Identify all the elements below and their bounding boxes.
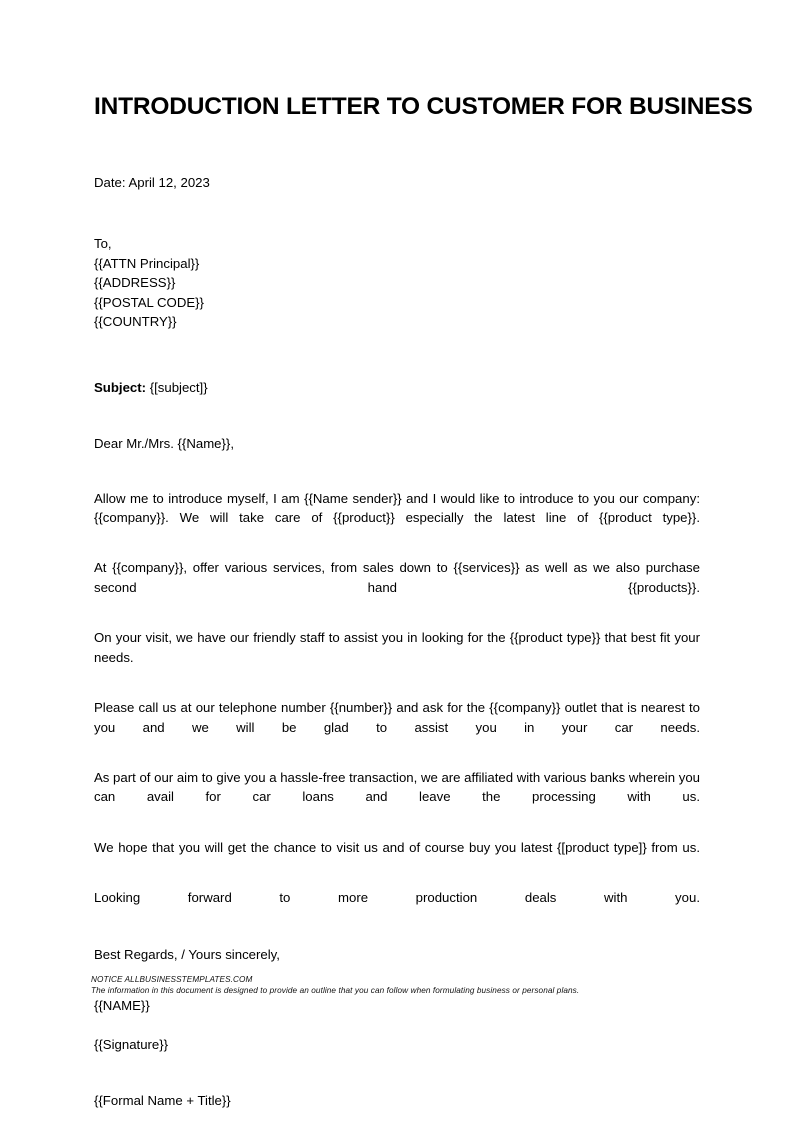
formal-name-title: {{Formal Name + Title}} [94,1093,231,1109]
body-paragraph-1: Allow me to introduce myself, I am {{Name sender}} and I would like to introduce to you our company: {{company}}. We will take care of {{product}} especially the latest line of {{product type}}. [94,490,700,526]
address-line-postal: {{POSTAL CODE}} [94,294,204,310]
footer-disclaimer: The information in this document is designed to provide an outline that you can follow when formulating business or personal plans. [91,986,580,996]
subject-value: {[subject]} [149,380,208,396]
body-paragraph-3: On your visit, we have our friendly staff to assist you in looking for the {{product type}} that best fit your needs. [94,630,700,665]
address-to-label: To, [94,236,112,252]
recipient-address-block [94,191,700,331]
date-line: Date: April 12, 2023 [94,175,210,191]
footer-notice: NOTICE ALLBUSINESSTEMPLATES.COM [91,975,253,984]
address-line-attn: {{ATTN Principal}} [94,255,200,271]
salutation-line: Dear Mr./Mrs. {{Name}}, [94,435,234,451]
body-paragraph-5: As part of our aim to give you a hassle-free transaction, we are affiliated with various banks wherein you can avail for car loans and leave the processing with us. [94,769,700,805]
body-paragraph-4: Please call us at our telephone number {{number}} and ask for the {{company}} outlet that is nearest to you and we will be glad to assist you in your car needs. [94,700,700,735]
body-paragraph-2: At {{company}}, offer various services, from sales down to {{services}} as well as we also purchase second hand {{products}}. [94,560,700,596]
closing-line: Best Regards, / Yours sincerely, [94,946,280,962]
signature-placeholder: {{Signature}} [94,1037,169,1053]
document-footer [91,974,711,996]
page-title: INTRODUCTION LETTER TO CUSTOMER FOR BUSINESS [94,93,753,120]
body-paragraph-7: Looking forward to more production deals with you. [94,889,700,905]
body-paragraph-6: We hope that you will get the chance to visit us and of course buy you latest {[product type]} from us. [94,839,700,855]
address-line-country: {{COUNTRY}} [94,313,177,329]
address-line-street: {{ADDRESS}} [94,275,176,291]
document-body [94,0,753,1110]
letter-body [94,452,700,927]
signer-name: {{NAME}} [94,998,150,1014]
subject-label: Subject: [94,380,147,396]
subject-line [94,331,700,396]
